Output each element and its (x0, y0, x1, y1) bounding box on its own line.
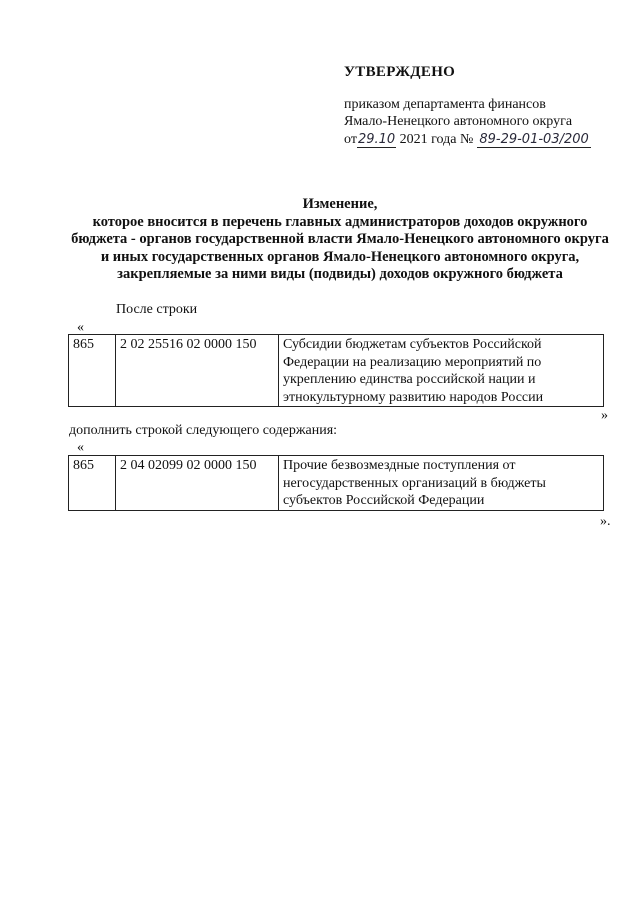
title-line-2: которое вносится в перечень главных администраторов доходов окружного бюджета - органов государственной власти Ямало-Ненецкого автономного округа и иных государственных органов Ямало-Ненецкого автономного округа, закрепляемые за ними виды (подвиды) доходов окружного бюджета (71, 213, 609, 282)
document-title (70, 196, 610, 284)
income-name-cell: Субсидии бюджетам субъектов Российской Федерации на реализацию мероприятий по укреплению единства российской нации и этнокультурному развитию народов России (279, 335, 604, 407)
admin-code-cell: 865 (69, 456, 116, 511)
open-quote: « (77, 320, 84, 335)
handwritten-order-number: 89-29-01-03/200 (479, 132, 589, 147)
income-code-cell: 2 04 02099 02 0000 150 (116, 456, 279, 511)
add-row-label: дополнить строкой следующего содержания: (69, 423, 338, 438)
table-row (69, 456, 604, 511)
year-text: 2021 года № (399, 132, 474, 147)
handwritten-date: 29.10 (357, 132, 396, 147)
admin-code-cell: 865 (69, 335, 116, 407)
income-name-cell: Прочие безвозмездные поступления от негосударственных организаций в бюджеты субъектов Российской Федерации (279, 456, 604, 511)
table-row (69, 335, 604, 407)
approval-region-line: Ямало-Ненецкого автономного округа (344, 114, 573, 129)
approval-date-line (344, 131, 591, 148)
after-row-label: После строки (116, 302, 198, 317)
approval-order-line: приказом департамента финансов (344, 97, 546, 112)
title-line-1: Изменение, (302, 196, 378, 212)
date-prefix: от (344, 132, 357, 147)
close-quote: » (601, 408, 608, 423)
new-row-table (68, 455, 604, 511)
existing-row-table (68, 334, 604, 407)
approval-heading: УТВЕРЖДЕНО (344, 64, 456, 80)
open-quote: « (77, 440, 84, 455)
close-quote-final: ». (600, 514, 611, 529)
income-code-cell: 2 02 25516 02 0000 150 (116, 335, 279, 407)
